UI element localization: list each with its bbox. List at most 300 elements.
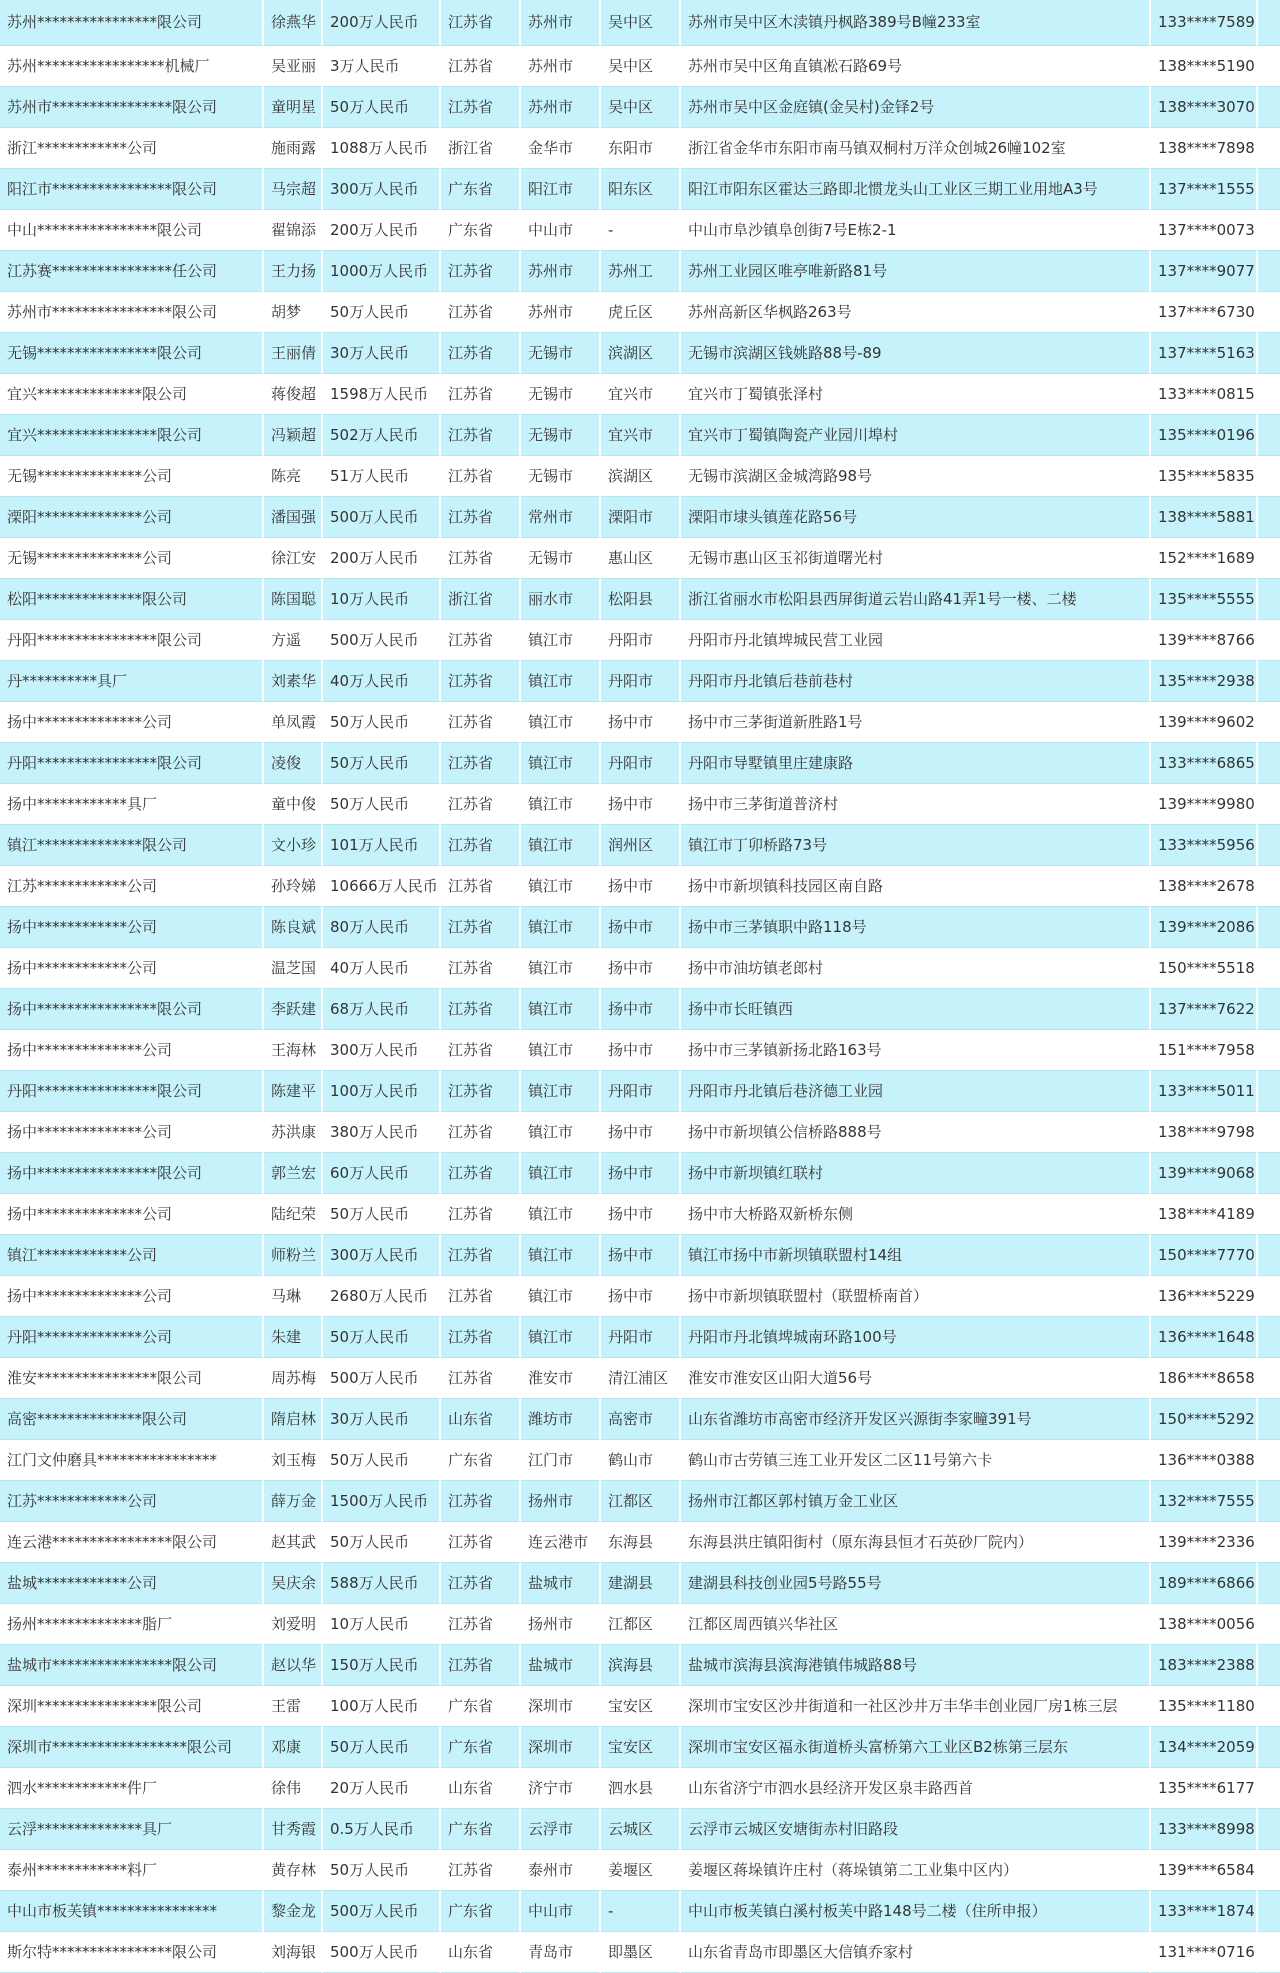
province-cell: 江苏省 (441, 87, 521, 128)
phone-cell: 136****1648 (1151, 1317, 1258, 1358)
table-row (0, 1522, 1280, 1563)
company-name-cell: 阳江市****************限公司 (0, 169, 264, 210)
table-row (0, 907, 1280, 948)
table-row (0, 0, 1280, 46)
registered-capital-cell: 0.5万人民币 (323, 1809, 441, 1850)
row-end-cell (1258, 128, 1280, 169)
phone-cell: 150****5518 (1151, 948, 1258, 989)
row-end-cell (1258, 1481, 1280, 1522)
city-cell: 苏州市 (521, 87, 601, 128)
address-cell: 扬中市三茅镇职中路118号 (681, 907, 1151, 948)
province-cell: 江苏省 (441, 292, 521, 333)
table-row (0, 1440, 1280, 1481)
city-cell: 镇江市 (521, 907, 601, 948)
company-name-cell: 扬中****************限公司 (0, 989, 264, 1030)
row-end-cell (1258, 538, 1280, 579)
city-cell: 云浮市 (521, 1809, 601, 1850)
province-cell: 广东省 (441, 1809, 521, 1850)
phone-cell: 135****1180 (1151, 1686, 1258, 1727)
district-cell: 清江浦区 (601, 1358, 681, 1399)
address-cell: 山东省济宁市泗水县经济开发区泉丰路西首 (681, 1768, 1151, 1809)
registered-capital-cell: 50万人民币 (323, 1522, 441, 1563)
row-end-cell (1258, 1153, 1280, 1194)
province-cell: 江苏省 (441, 702, 521, 743)
phone-cell: 152****1689 (1151, 538, 1258, 579)
contact-name-cell: 徐燕华 (264, 0, 323, 46)
company-name-cell: 高密**************限公司 (0, 1399, 264, 1440)
city-cell: 镇江市 (521, 948, 601, 989)
registered-capital-cell: 50万人民币 (323, 1194, 441, 1235)
table-row (0, 1194, 1280, 1235)
company-name-cell: 盐城市****************限公司 (0, 1645, 264, 1686)
table-row (0, 1276, 1280, 1317)
province-cell: 广东省 (441, 1440, 521, 1481)
registered-capital-cell: 20万人民币 (323, 1768, 441, 1809)
registered-capital-cell: 500万人民币 (323, 497, 441, 538)
company-name-cell: 扬中************公司 (0, 907, 264, 948)
company-name-cell: 浙江************公司 (0, 128, 264, 169)
province-cell: 江苏省 (441, 374, 521, 415)
row-end-cell (1258, 1604, 1280, 1645)
contact-name-cell: 冯颖超 (264, 415, 323, 456)
row-end-cell (1258, 1317, 1280, 1358)
province-cell: 山东省 (441, 1768, 521, 1809)
city-cell: 深圳市 (521, 1727, 601, 1768)
address-cell: 丹阳市丹北镇埤城民营工业园 (681, 620, 1151, 661)
province-cell: 江苏省 (441, 46, 521, 87)
district-cell: 高密市 (601, 1399, 681, 1440)
registered-capital-cell: 10666万人民币 (323, 866, 441, 907)
province-cell: 江苏省 (441, 1604, 521, 1645)
row-end-cell (1258, 1891, 1280, 1932)
table-row (0, 374, 1280, 415)
company-name-cell: 扬中**************公司 (0, 1194, 264, 1235)
row-end-cell (1258, 1932, 1280, 1973)
phone-cell: 138****2678 (1151, 866, 1258, 907)
province-cell: 江苏省 (441, 1522, 521, 1563)
contact-name-cell: 凌俊 (264, 743, 323, 784)
phone-cell: 133****1874 (1151, 1891, 1258, 1932)
row-end-cell (1258, 579, 1280, 620)
row-end-cell (1258, 169, 1280, 210)
registered-capital-cell: 40万人民币 (323, 661, 441, 702)
row-end-cell (1258, 46, 1280, 87)
address-cell: 深圳市宝安区福永街道桥头富桥第六工业区B2栋第三层东 (681, 1727, 1151, 1768)
address-cell: 苏州市吴中区角直镇凇石路69号 (681, 46, 1151, 87)
city-cell: 盐城市 (521, 1563, 601, 1604)
province-cell: 广东省 (441, 169, 521, 210)
city-cell: 泰州市 (521, 1850, 601, 1891)
registered-capital-cell: 50万人民币 (323, 1440, 441, 1481)
registered-capital-cell: 50万人民币 (323, 1727, 441, 1768)
row-end-cell (1258, 1768, 1280, 1809)
company-name-cell: 江苏赛****************任公司 (0, 251, 264, 292)
district-cell: 江都区 (601, 1604, 681, 1645)
city-cell: 无锡市 (521, 333, 601, 374)
phone-cell: 133****7589 (1151, 0, 1258, 46)
registered-capital-cell: 500万人民币 (323, 1891, 441, 1932)
district-cell: - (601, 1891, 681, 1932)
row-end-cell (1258, 1686, 1280, 1727)
city-cell: 镇江市 (521, 661, 601, 702)
table-row (0, 1071, 1280, 1112)
company-name-cell: 丹阳****************限公司 (0, 620, 264, 661)
city-cell: 镇江市 (521, 825, 601, 866)
company-name-cell: 连云港****************限公司 (0, 1522, 264, 1563)
row-end-cell (1258, 1030, 1280, 1071)
address-cell: 扬中市新坝镇公信桥路888号 (681, 1112, 1151, 1153)
row-end-cell (1258, 661, 1280, 702)
contact-name-cell: 孙玲娣 (264, 866, 323, 907)
phone-cell: 138****3070 (1151, 87, 1258, 128)
contact-name-cell: 胡梦 (264, 292, 323, 333)
registered-capital-cell: 2680万人民币 (323, 1276, 441, 1317)
district-cell: 丹阳市 (601, 620, 681, 661)
address-cell: 扬中市三茅镇新扬北路163号 (681, 1030, 1151, 1071)
district-cell: - (601, 210, 681, 251)
row-end-cell (1258, 1194, 1280, 1235)
row-end-cell (1258, 907, 1280, 948)
contact-name-cell: 王雷 (264, 1686, 323, 1727)
registered-capital-cell: 10万人民币 (323, 579, 441, 620)
province-cell: 江苏省 (441, 1235, 521, 1276)
district-cell: 宜兴市 (601, 415, 681, 456)
address-cell: 鹤山市古劳镇三连工业开发区二区11号第六卡 (681, 1440, 1151, 1481)
contact-name-cell: 陈国聪 (264, 579, 323, 620)
contact-name-cell: 王力扬 (264, 251, 323, 292)
table-row (0, 1768, 1280, 1809)
province-cell: 江苏省 (441, 1153, 521, 1194)
district-cell: 苏州工 (601, 251, 681, 292)
phone-cell: 151****7958 (1151, 1030, 1258, 1071)
contact-name-cell: 黄存林 (264, 1850, 323, 1891)
phone-cell: 137****6730 (1151, 292, 1258, 333)
phone-cell: 137****7622 (1151, 989, 1258, 1030)
phone-cell: 139****2086 (1151, 907, 1258, 948)
registered-capital-cell: 10万人民币 (323, 1604, 441, 1645)
company-name-cell: 深圳市******************限公司 (0, 1727, 264, 1768)
row-end-cell (1258, 1645, 1280, 1686)
address-cell: 苏州市吴中区木渎镇丹枫路389号B幢233室 (681, 0, 1151, 46)
registered-capital-cell: 500万人民币 (323, 1932, 441, 1973)
address-cell: 中山市阜沙镇阜创街7号E栋2-1 (681, 210, 1151, 251)
contact-name-cell: 文小珍 (264, 825, 323, 866)
phone-cell: 137****9077 (1151, 251, 1258, 292)
phone-cell: 136****5229 (1151, 1276, 1258, 1317)
phone-cell: 135****0196 (1151, 415, 1258, 456)
province-cell: 江苏省 (441, 1850, 521, 1891)
phone-cell: 137****5163 (1151, 333, 1258, 374)
address-cell: 姜堰区蒋垛镇许庄村（蒋垛镇第二工业集中区内） (681, 1850, 1151, 1891)
row-end-cell (1258, 456, 1280, 497)
city-cell: 淮安市 (521, 1358, 601, 1399)
phone-cell: 189****6866 (1151, 1563, 1258, 1604)
city-cell: 镇江市 (521, 784, 601, 825)
address-cell: 浙江省丽水市松阳县西屏街道云岩山路41弄1号一楼、二楼 (681, 579, 1151, 620)
contact-name-cell: 王丽倩 (264, 333, 323, 374)
phone-cell: 132****7555 (1151, 1481, 1258, 1522)
district-cell: 惠山区 (601, 538, 681, 579)
table-row (0, 1153, 1280, 1194)
address-cell: 扬中市新坝镇红联村 (681, 1153, 1151, 1194)
contact-name-cell: 吴亚丽 (264, 46, 323, 87)
address-cell: 丹阳市丹北镇后巷济德工业园 (681, 1071, 1151, 1112)
table-row (0, 169, 1280, 210)
phone-cell: 133****6865 (1151, 743, 1258, 784)
table-row (0, 497, 1280, 538)
phone-cell: 150****5292 (1151, 1399, 1258, 1440)
city-cell: 青岛市 (521, 1932, 601, 1973)
province-cell: 广东省 (441, 210, 521, 251)
table-row (0, 1850, 1280, 1891)
district-cell: 扬中市 (601, 784, 681, 825)
address-cell: 扬州市江都区郭村镇万金工业区 (681, 1481, 1151, 1522)
province-cell: 江苏省 (441, 0, 521, 46)
phone-cell: 133****8998 (1151, 1809, 1258, 1850)
contact-name-cell: 单凤霞 (264, 702, 323, 743)
city-cell: 镇江市 (521, 1276, 601, 1317)
phone-cell: 136****0388 (1151, 1440, 1258, 1481)
registered-capital-cell: 68万人民币 (323, 989, 441, 1030)
province-cell: 江苏省 (441, 1358, 521, 1399)
contact-name-cell: 赵以华 (264, 1645, 323, 1686)
company-name-cell: 丹阳****************限公司 (0, 743, 264, 784)
contact-name-cell: 翟锦添 (264, 210, 323, 251)
table-row (0, 415, 1280, 456)
phone-cell: 138****5190 (1151, 46, 1258, 87)
contact-name-cell: 薛万金 (264, 1481, 323, 1522)
city-cell: 深圳市 (521, 1686, 601, 1727)
city-cell: 中山市 (521, 1891, 601, 1932)
row-end-cell (1258, 948, 1280, 989)
contact-name-cell: 温芝国 (264, 948, 323, 989)
row-end-cell (1258, 1276, 1280, 1317)
registered-capital-cell: 50万人民币 (323, 743, 441, 784)
city-cell: 镇江市 (521, 1235, 601, 1276)
city-cell: 金华市 (521, 128, 601, 169)
address-cell: 浙江省金华市东阳市南马镇双桐村万洋众创城26幢102室 (681, 128, 1151, 169)
company-name-cell: 宜兴**************限公司 (0, 374, 264, 415)
company-name-cell: 丹阳****************限公司 (0, 1071, 264, 1112)
company-name-cell: 宜兴****************限公司 (0, 415, 264, 456)
registered-capital-cell: 300万人民币 (323, 169, 441, 210)
row-end-cell (1258, 415, 1280, 456)
contact-name-cell: 陆纪荣 (264, 1194, 323, 1235)
table-row (0, 1645, 1280, 1686)
address-cell: 山东省青岛市即墨区大信镇乔家村 (681, 1932, 1151, 1973)
contact-name-cell: 马琳 (264, 1276, 323, 1317)
registered-capital-cell: 300万人民币 (323, 1235, 441, 1276)
city-cell: 镇江市 (521, 866, 601, 907)
province-cell: 江苏省 (441, 948, 521, 989)
city-cell: 无锡市 (521, 374, 601, 415)
row-end-cell (1258, 825, 1280, 866)
company-name-cell: 泰州************料厂 (0, 1850, 264, 1891)
district-cell: 滨海县 (601, 1645, 681, 1686)
district-cell: 宜兴市 (601, 374, 681, 415)
phone-cell: 138****9798 (1151, 1112, 1258, 1153)
province-cell: 江苏省 (441, 251, 521, 292)
registered-capital-cell: 502万人民币 (323, 415, 441, 456)
row-end-cell (1258, 333, 1280, 374)
contact-name-cell: 刘爱明 (264, 1604, 323, 1645)
row-end-cell (1258, 1235, 1280, 1276)
row-end-cell (1258, 620, 1280, 661)
company-name-cell: 苏州市****************限公司 (0, 292, 264, 333)
city-cell: 镇江市 (521, 1194, 601, 1235)
row-end-cell (1258, 989, 1280, 1030)
table-row (0, 1604, 1280, 1645)
company-name-cell: 扬中************具厂 (0, 784, 264, 825)
table-row (0, 1563, 1280, 1604)
company-name-cell: 中山市板芙镇**************** (0, 1891, 264, 1932)
province-cell: 江苏省 (441, 784, 521, 825)
registered-capital-cell: 380万人民币 (323, 1112, 441, 1153)
table-row (0, 1891, 1280, 1932)
province-cell: 江苏省 (441, 743, 521, 784)
registered-capital-cell: 51万人民币 (323, 456, 441, 497)
city-cell: 镇江市 (521, 743, 601, 784)
company-name-cell: 斯尔特****************限公司 (0, 1932, 264, 1973)
phone-cell: 138****4189 (1151, 1194, 1258, 1235)
district-cell: 姜堰区 (601, 1850, 681, 1891)
row-end-cell (1258, 743, 1280, 784)
company-name-cell: 泗水************件厂 (0, 1768, 264, 1809)
contact-name-cell: 郭兰宏 (264, 1153, 323, 1194)
phone-cell: 139****2336 (1151, 1522, 1258, 1563)
registered-capital-cell: 100万人民币 (323, 1686, 441, 1727)
district-cell: 宝安区 (601, 1686, 681, 1727)
company-name-cell: 苏州市****************限公司 (0, 87, 264, 128)
company-name-cell: 无锡**************公司 (0, 456, 264, 497)
registered-capital-cell: 60万人民币 (323, 1153, 441, 1194)
province-cell: 广东省 (441, 1891, 521, 1932)
row-end-cell (1258, 292, 1280, 333)
contact-name-cell: 蒋俊超 (264, 374, 323, 415)
district-cell: 东海县 (601, 1522, 681, 1563)
company-name-cell: 扬中**************公司 (0, 1112, 264, 1153)
phone-cell: 139****9980 (1151, 784, 1258, 825)
contact-name-cell: 赵其武 (264, 1522, 323, 1563)
row-end-cell (1258, 1563, 1280, 1604)
province-cell: 江苏省 (441, 456, 521, 497)
city-cell: 苏州市 (521, 0, 601, 46)
province-cell: 江苏省 (441, 415, 521, 456)
table-row (0, 702, 1280, 743)
city-cell: 苏州市 (521, 292, 601, 333)
row-end-cell (1258, 866, 1280, 907)
district-cell: 扬中市 (601, 866, 681, 907)
row-end-cell (1258, 210, 1280, 251)
province-cell: 广东省 (441, 1727, 521, 1768)
district-cell: 润州区 (601, 825, 681, 866)
district-cell: 扬中市 (601, 702, 681, 743)
registered-capital-cell: 200万人民币 (323, 0, 441, 46)
registered-capital-cell: 50万人民币 (323, 292, 441, 333)
company-name-cell: 苏州****************限公司 (0, 0, 264, 46)
address-cell: 丹阳市丹北镇后巷前巷村 (681, 661, 1151, 702)
registered-capital-cell: 500万人民币 (323, 1358, 441, 1399)
district-cell: 吴中区 (601, 46, 681, 87)
phone-cell: 139****9068 (1151, 1153, 1258, 1194)
city-cell: 扬州市 (521, 1604, 601, 1645)
province-cell: 江苏省 (441, 989, 521, 1030)
row-end-cell (1258, 251, 1280, 292)
contact-name-cell: 施雨露 (264, 128, 323, 169)
registered-capital-cell: 300万人民币 (323, 1030, 441, 1071)
city-cell: 扬州市 (521, 1481, 601, 1522)
contact-name-cell: 潘国强 (264, 497, 323, 538)
company-name-cell: 镇江************公司 (0, 1235, 264, 1276)
address-cell: 丹阳市导墅镇里庄建康路 (681, 743, 1151, 784)
phone-cell: 133****0815 (1151, 374, 1258, 415)
registered-capital-cell: 50万人民币 (323, 702, 441, 743)
city-cell: 阳江市 (521, 169, 601, 210)
table-row (0, 1030, 1280, 1071)
row-end-cell (1258, 497, 1280, 538)
phone-cell: 183****2388 (1151, 1645, 1258, 1686)
company-name-cell: 扬中**************公司 (0, 1030, 264, 1071)
city-cell: 镇江市 (521, 1030, 601, 1071)
city-cell: 常州市 (521, 497, 601, 538)
company-name-cell: 扬中************公司 (0, 948, 264, 989)
row-end-cell (1258, 702, 1280, 743)
province-cell: 江苏省 (441, 1194, 521, 1235)
phone-cell: 139****9602 (1151, 702, 1258, 743)
table-row (0, 46, 1280, 87)
address-cell: 东海县洪庄镇阳街村（原东海县恒才石英砂厂院内） (681, 1522, 1151, 1563)
province-cell: 江苏省 (441, 1481, 521, 1522)
registered-capital-cell: 1598万人民币 (323, 374, 441, 415)
address-cell: 无锡市滨湖区钱姚路88号-89 (681, 333, 1151, 374)
registered-capital-cell: 1500万人民币 (323, 1481, 441, 1522)
company-name-cell: 丹**********具厂 (0, 661, 264, 702)
company-name-cell: 无锡**************公司 (0, 538, 264, 579)
company-name-cell: 淮安****************限公司 (0, 1358, 264, 1399)
district-cell: 吴中区 (601, 87, 681, 128)
registered-capital-cell: 50万人民币 (323, 87, 441, 128)
contact-name-cell: 陈亮 (264, 456, 323, 497)
contact-name-cell: 黎金龙 (264, 1891, 323, 1932)
table-row (0, 661, 1280, 702)
district-cell: 建湖县 (601, 1563, 681, 1604)
contact-name-cell: 隋启林 (264, 1399, 323, 1440)
district-cell: 溧阳市 (601, 497, 681, 538)
district-cell: 东阳市 (601, 128, 681, 169)
district-cell: 丹阳市 (601, 1317, 681, 1358)
company-name-cell: 丹阳**************公司 (0, 1317, 264, 1358)
registered-capital-cell: 40万人民币 (323, 948, 441, 989)
phone-cell: 133****5956 (1151, 825, 1258, 866)
province-cell: 江苏省 (441, 907, 521, 948)
company-name-cell: 扬中****************限公司 (0, 1153, 264, 1194)
province-cell: 江苏省 (441, 620, 521, 661)
district-cell: 泗水县 (601, 1768, 681, 1809)
district-cell: 阳东区 (601, 169, 681, 210)
row-end-cell (1258, 87, 1280, 128)
registered-capital-cell: 30万人民币 (323, 1399, 441, 1440)
table-row (0, 538, 1280, 579)
row-end-cell (1258, 1809, 1280, 1850)
company-name-cell: 深圳****************限公司 (0, 1686, 264, 1727)
district-cell: 宝安区 (601, 1727, 681, 1768)
phone-cell: 133****5011 (1151, 1071, 1258, 1112)
district-cell: 扬中市 (601, 948, 681, 989)
address-cell: 扬中市三茅街道普济村 (681, 784, 1151, 825)
district-cell: 扬中市 (601, 989, 681, 1030)
district-cell: 丹阳市 (601, 661, 681, 702)
address-cell: 扬中市长旺镇西 (681, 989, 1151, 1030)
